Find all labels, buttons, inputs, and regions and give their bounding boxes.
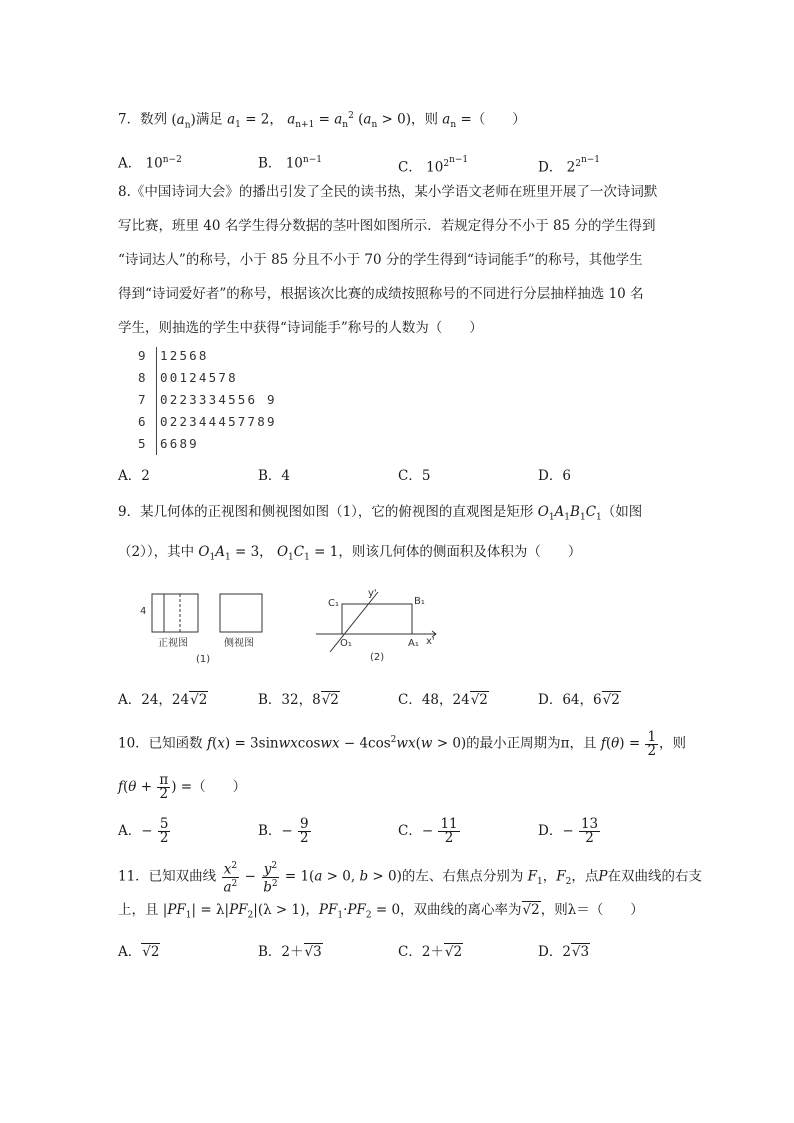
q11-option-a: A．√2	[118, 944, 160, 960]
q8-line-5: 学生，则抽选的学生中获得“诗词能手”称号的人数为（ ）	[118, 320, 483, 336]
stem-row-8: 8 00124578	[138, 370, 238, 385]
label-y: y'	[368, 588, 377, 599]
q8-option-a: A．2	[118, 468, 150, 484]
q8-line-2: 写比赛，班里 40 名学生得分数据的茎叶图如图所示．若规定得分不小于 85 分的学生得到	[118, 218, 656, 234]
q9-line-2: （2）），其中 $O_1A_1 = 3$， $O_1C_1 = 1$，则该几何体的侧面积及体积为（ ）	[118, 544, 582, 563]
fig2-caption: (2)	[370, 652, 385, 663]
q10-option-c: C．− $\frac{11}{2}$	[398, 816, 458, 846]
q9-option-d: D．64，6√2	[538, 692, 620, 708]
q9-option-c: C．48，24√2	[398, 692, 488, 708]
stem-row-6: 6 022344457789	[138, 414, 277, 429]
q7-option-c: C． $10^{2^{n-1}}$	[398, 155, 469, 176]
q8-line-1: 8.《中国诗词大会》的播出引发了全民的读书热，某小学语文老师在班里开展了一次诗词默	[118, 184, 658, 200]
q9-figure-2	[308, 586, 458, 666]
q7-option-a: A． $10^{n-2}$	[118, 155, 182, 172]
side-view-label: 侧视图	[224, 638, 254, 649]
q9-figure-1	[138, 588, 288, 668]
q10-option-b: B．− $\frac{9}{2}$	[258, 816, 309, 846]
label-b1: B₁	[414, 596, 425, 607]
fig1-caption: (1)	[196, 654, 211, 665]
q7-option-d: D． $2^{2^{n-1}}$	[538, 155, 601, 176]
stem-leaf-plot	[138, 345, 338, 455]
q8-line-4: 得到“诗词爱好者”的称号，根据该次比赛的成绩按照称号的不同进行分层抽样抽选 10 名	[118, 286, 644, 302]
label-c1: C₁	[328, 598, 339, 609]
q11-line-2: 上，且 $|PF_1| = \lambda|PF_2|(\lambda > 1)$，$PF_1\cdot PF_2 = 0$，双曲线的离心率为√2，则λ＝（ ）	[118, 902, 644, 921]
q7-option-b: B． $10^{n-1}$	[258, 155, 322, 172]
label-x: x'	[426, 636, 435, 647]
q8-option-d: D．6	[538, 468, 571, 484]
q11-option-d: D．2√3	[538, 944, 590, 960]
q8-option-b: B．4	[258, 468, 291, 484]
q11-line-1: 11．已知双曲线 $\frac{x^2}{a^2}$ − $\frac{y^2}{b^2}$ = 1(a > 0, b > 0)的左、右焦点分别为 $F_1$，$F_2$，点P在双曲线的右支	[118, 861, 702, 895]
q9-option-a: A．24，24√2	[118, 692, 208, 708]
stem-row-9: 9 12568	[138, 348, 209, 363]
front-view-label: 正视图	[158, 638, 188, 649]
q10-line-2: f(θ + $\frac{\pi}{2}$ ) =（ ）	[118, 772, 247, 802]
q11-option-c: C．2＋√2	[398, 944, 463, 960]
stem-row-7: 7 0223334556 9	[138, 392, 277, 407]
label-o1: O₁	[340, 638, 352, 649]
q7-stem: 7．数列 $(a_n)$满足 $a_1 = 2$， $a_{n+1} = a_n^2$ $(a_n > 0)$，则 $a_n$ =（ ）	[118, 111, 526, 131]
rectangle-o1a1b1c1	[342, 604, 412, 634]
q8-option-c: C．5	[398, 468, 431, 484]
q10-option-d: D．− $\frac{13}{2}$	[538, 816, 599, 846]
side-view-rect	[220, 594, 262, 632]
front-view-rect	[152, 594, 198, 632]
q11-option-b: B．2＋√3	[258, 944, 322, 960]
q10-line-1: 10．已知函数 f(x) = 3sinwxcoswx − $4\cos^2wx(w > 0)$的最小正周期为π，且 f(θ) = $\frac{1}{2}$ ，则	[118, 728, 687, 759]
q9-option-b: B．32，8√2	[258, 692, 339, 708]
q9-line-1: 9．某几何体的正视图和侧视图如图（1），它的俯视图的直观图是矩形 $O_1A_1B_1C_1$（如图	[118, 504, 643, 523]
stem-row-5: 5 6689	[138, 436, 199, 451]
label-a1: A₁	[408, 638, 419, 649]
q10-option-a: A．− $\frac{5}{2}$	[118, 816, 169, 846]
fig1-height-label: 4	[140, 606, 147, 617]
q8-line-3: “诗词达人”的称号，小于 85 分且不小于 70 分的学生得到“诗词能手”的称号，其他学生	[118, 252, 643, 268]
